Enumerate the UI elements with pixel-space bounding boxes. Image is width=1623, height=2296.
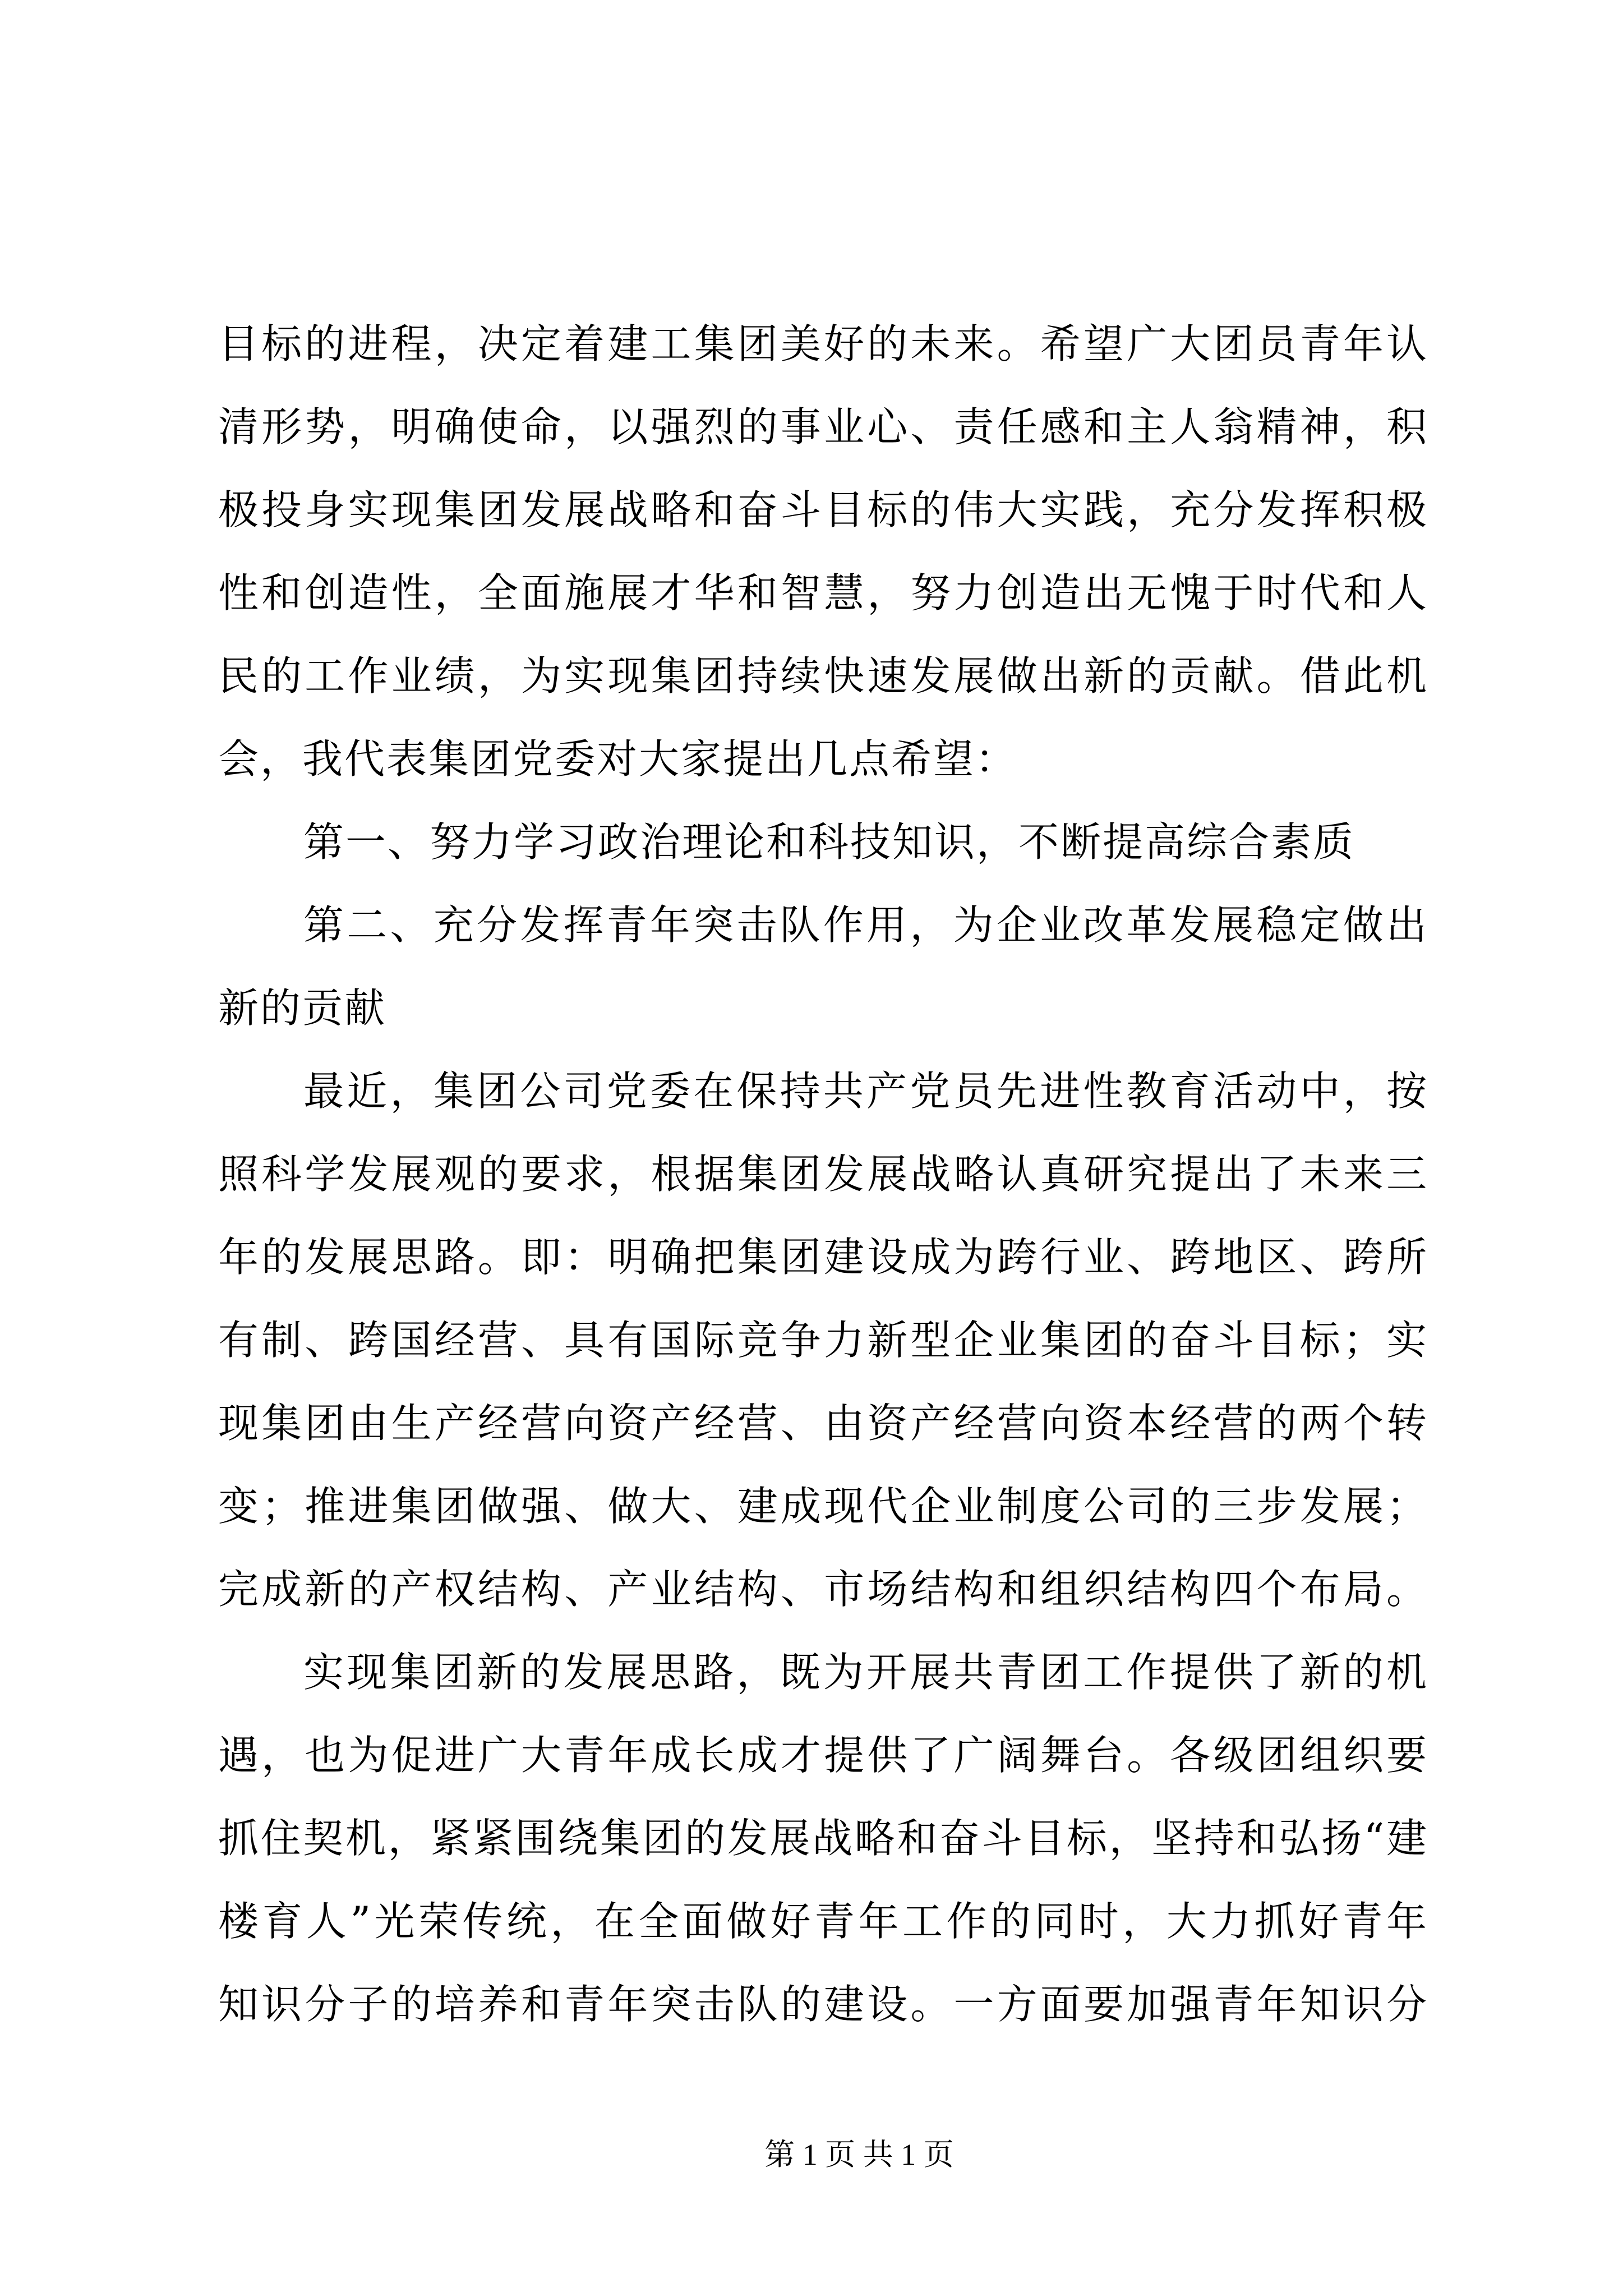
body-text-line: 性和创造性，全面施展才华和智慧，努力创造出无愧于时代和人 <box>218 569 1428 616</box>
document-body <box>218 302 1428 2046</box>
body-text-line: 照科学发展观的要求，根据集团发展战略认真研究提出了未来三 <box>218 1151 1428 1198</box>
body-text-line: 现集团由生产经营向资产经营、由资产经营向资本经营的两个转 <box>218 1400 1428 1447</box>
body-text-line: 知识分子的培养和青年突击队的建设。一方面要加强青年知识分 <box>218 1981 1428 2028</box>
body-text-line: 民的工作业绩，为实现集团持续快速发展做出新的贡献。借此机 <box>218 652 1428 700</box>
body-text-line: 第一、努力学习政治理论和科技知识，不断提高综合素质 <box>303 818 1355 866</box>
body-text-line: 会，我代表集团党委对大家提出几点希望： <box>218 735 1018 783</box>
body-text-line: 抓住契机，紧紧围绕集团的发展战略和奋斗目标，坚持和弘扬“建 <box>218 1815 1428 1862</box>
body-text-line: 楼育人”光荣传统，在全面做好青年工作的同时，大力抓好青年 <box>218 1898 1428 1945</box>
body-text-line: 最近，集团公司党委在保持共产党员先进性教育活动中，按 <box>303 1068 1428 1115</box>
body-text-line: 年的发展思路。即：明确把集团建设成为跨行业、跨地区、跨所 <box>218 1234 1428 1281</box>
body-text-line: 目标的进程，决定着建工集团美好的未来。希望广大团员青年认 <box>218 320 1428 367</box>
body-text-line: 完成新的产权结构、产业结构、市场结构和组织结构四个布局。 <box>218 1566 1428 1613</box>
page-footer: 第 1 页 共 1 页 <box>764 2138 954 2171</box>
body-text-line: 变；推进集团做强、做大、建成现代企业制度公司的三步发展； <box>218 1483 1428 1530</box>
body-text-line: 遇，也为促进广大青年成长成才提供了广阔舞台。各级团组织要 <box>218 1732 1428 1779</box>
body-text-line: 极投身实现集团发展战略和奋斗目标的伟大实践，充分发挥积极 <box>218 486 1428 533</box>
body-text-line: 第二、充分发挥青年突击队作用，为企业改革发展稳定做出 <box>303 901 1428 949</box>
body-text-line: 有制、跨国经营、具有国际竞争力新型企业集团的奋斗目标；实 <box>218 1317 1428 1364</box>
body-text-line: 清形势，明确使命，以强烈的事业心、责任感和主人翁精神，积 <box>218 403 1428 450</box>
body-text-line: 实现集团新的发展思路，既为开展共青团工作提供了新的机 <box>303 1649 1428 1696</box>
body-text-line: 新的贡献 <box>218 984 387 1032</box>
